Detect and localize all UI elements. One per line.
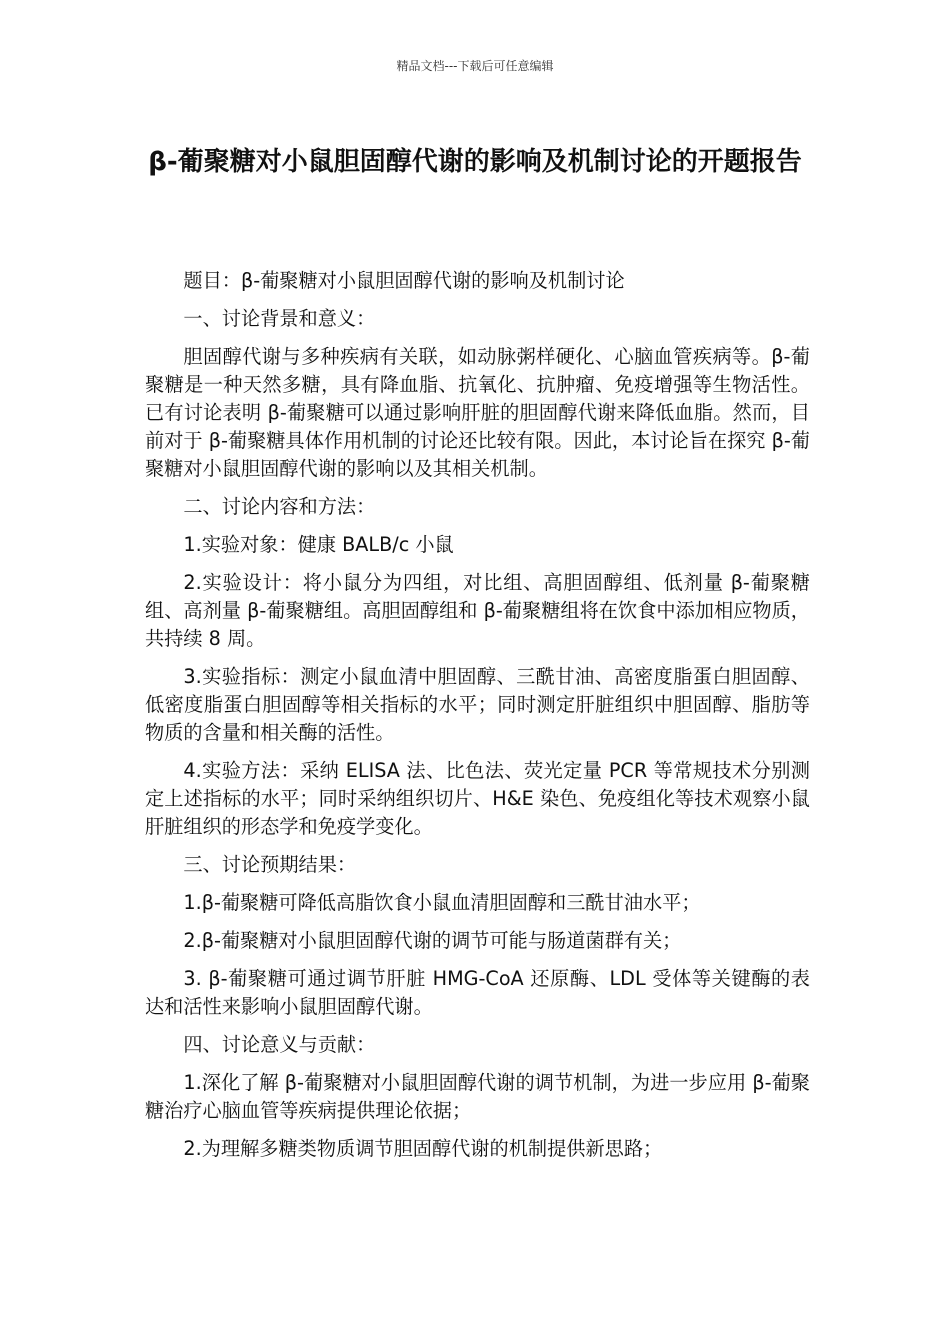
paragraph-result-3: 3. β-葡聚糖可通过调节肝脏 HMG-CoA 还原酶、LDL 受体等关键酶的表达和活性来影响小鼠胆固醇代谢。	[145, 967, 810, 1018]
section-heading-significance: 四、讨论意义与贡献：	[183, 1033, 376, 1056]
paragraph-design: 2.实验设计：将小鼠分为四组，对比组、高胆固醇组、低剂量 β-葡聚糖组、高剂量 β-葡聚糖组。高胆固醇组和 β-葡聚糖组将在饮食中添加相应物质，共持续 8 周。	[145, 571, 810, 650]
paragraph-indicators: 3.实验指标：测定小鼠血清中胆固醇、三酰甘油、高密度脂蛋白胆固醇、低密度脂蛋白胆固醇等相关指标的水平；同时测定肝脏组织中胆固醇、脂肪等物质的含量和相关酶的活性。	[145, 665, 810, 744]
paragraph-background: 胆固醇代谢与多种疾病有关联，如动脉粥样硬化、心脑血管疾病等。β-葡聚糖是一种天然多糖，具有降血脂、抗氧化、抗肿瘤、免疫增强等生物活性。已有讨论表明 β-葡聚糖可以通过影响肝脏的胆固醇代谢来降低血脂。然而，目前对于 β-葡聚糖具体作用机制的讨论还比较有限。因此，本讨论旨在探究 β-葡聚糖对小鼠胆固醇代谢的影响以及其相关机制。	[145, 345, 810, 480]
paragraph-significance-2: 2.为理解多糖类物质调节胆固醇代谢的机制提供新思路；	[183, 1137, 663, 1160]
header-note: 精品文档---下载后可任意编辑	[396, 59, 554, 73]
section-heading-background: 一、讨论背景和意义：	[183, 307, 376, 330]
section-heading-expected-results: 三、讨论预期结果：	[183, 853, 357, 876]
paragraph-result-1: 1.β-葡聚糖可降低高脂饮食小鼠血清胆固醇和三酰甘油水平；	[183, 891, 701, 914]
paragraph-topic: 题目：β-葡聚糖对小鼠胆固醇代谢的影响及机制讨论	[183, 269, 625, 292]
paragraph-result-2: 2.β-葡聚糖对小鼠胆固醇代谢的调节可能与肠道菌群有关；	[183, 929, 682, 952]
section-heading-methods: 二、讨论内容和方法：	[183, 495, 376, 518]
document-body	[145, 267, 810, 1173]
paragraph-significance-1: 1.深化了解 β-葡聚糖对小鼠胆固醇代谢的调节机制，为进一步应用 β-葡聚糖治疗心脑血管等疾病提供理论依据；	[145, 1071, 810, 1122]
paragraph-subjects: 1.实验对象：健康 BALB/c 小鼠	[183, 533, 454, 556]
paragraph-methods: 4.实验方法：采纳 ELISA 法、比色法、荧光定量 PCR 等常规技术分别测定上述指标的水平；同时采纳组织切片、H&E 染色、免疫组化等技术观察小鼠肝脏组织的形态学和免疫学变化。	[145, 759, 810, 838]
document-title: β-葡聚糖对小鼠胆固醇代谢的影响及机制讨论的开题报告	[148, 147, 802, 177]
